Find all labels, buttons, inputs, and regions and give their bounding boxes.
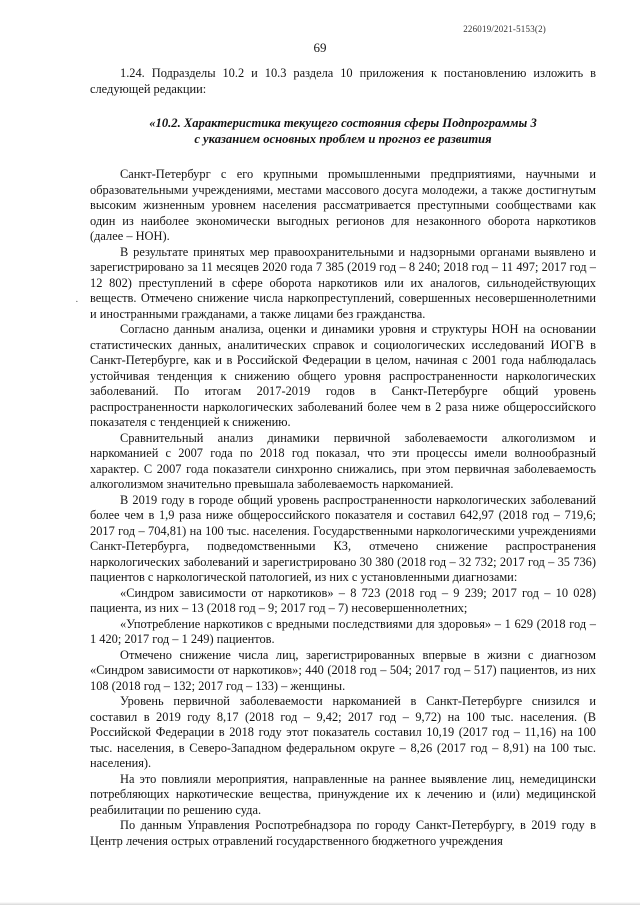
paragraph: Санкт-Петербург с его крупными промышленными предприятиями, научными и образовательными учреждениями, местами массового досуга молодежи, а также достигнутым высоким жизненным уровнем населения рассматривается преступными сообществами как один из наиболее экономически выгодных регионов для незаконного оборота наркотиков (далее – НОН). <box>90 167 596 243</box>
paragraph: «Употребление наркотиков с вредными последствиями для здоровья» – 1 629 (2018 год – 1 420; 2017 год – 1 249) пациентов. <box>90 616 596 646</box>
paragraph: «Синдром зависимости от наркотиков» – 8 723 (2018 год – 9 239; 2017 год – 10 028) пациента, из них – 13 (2018 год – 9; 2017 год – 7) несовершеннолетних; <box>90 585 596 615</box>
paragraph: Сравнительный анализ динамики первичной заболеваемости алкоголизмом и наркоманией с 2007 года по 2018 год показал, что эти процессы имели волнообразный характер. С 2007 года показатели синхронно снижались, при этом первичная заболеваемость алкоголизмом значительно превышала заболеваемость наркоманией. <box>90 430 596 491</box>
margin-mark: · <box>75 296 79 308</box>
paragraph: По данным Управления Роспотребнадзора по городу Санкт-Петербургу, в 2019 году в Центр лечения острых отравлений государственного бюджетного учреждения <box>90 818 596 848</box>
intro-paragraph: 1.24. Подразделы 10.2 и 10.3 раздела 10 приложения к постановлению изложить в следующей редакции: <box>90 66 596 96</box>
section-heading-line-1: «10.2. Характеристика текущего состояния сферы Подпрограммы 3 <box>149 116 537 130</box>
section-heading-line-2: с указанием основных проблем и прогноз ее развития <box>194 132 492 146</box>
paragraph: В результате принятых мер правоохранительными и надзорными органами выявлено и зарегистрировано за 11 месяцев 2020 года 7 385 (2019 год – 8 240; 2018 год – 11 497; 2017 год – 12 802) преступлений в сфере оборота наркотиков или их аналогов, сильнодействующих веществ. Отмечено снижение числа наркопреступлений, совершенных несовершеннолетними и иностранными гражданами, а также лицами без гражданства. <box>90 244 596 321</box>
document-registration-number: 226019/2021-5153(2) <box>463 24 546 34</box>
page-number: 69 <box>313 40 327 55</box>
paragraph: В 2019 году в городе общий уровень распространенности наркологических заболеваний более чем в 1,9 раза ниже общероссийского показателя и составил 642,97 (2018 год – 719,6; 2017 год – 704,81) на 100 тыс. населения. Государственными наркологическими учреждениями Санкт-Петербурга, подведомственными КЗ, отмечено снижение распространения наркологических заболеваний и зарегистрировано 30 380 (2018 год – 32 732; 2017 год – 35 736) пациентов с наркологической патологией, из них с установленными диагнозами: <box>90 492 596 584</box>
paragraph: Согласно данным анализа, оценки и динамики уровня и структуры НОН на основании статистических данных, аналитических справок и социологических исследований ИОГВ в Санкт-Петербурге, как и в Российской Федерации в целом, начиная с 2001 года наблюдалась устойчивая тенденция к снижению общего уровня распространенности наркологических заболеваний. По итогам 2017-2019 годов в Санкт-Петербурге общий уровень распространенности наркологических заболеваний более чем в 2 раза ниже общероссийского показателя с тенденцией к снижению. <box>90 322 596 429</box>
paragraph: Отмечено снижение числа лиц, зарегистрированных впервые в жизни с диагнозом «Синдром зависимости от наркотиков»; 440 (2018 год – 504; 2017 год – 517) пациентов, из них 108 (2018 год – 132; 2017 год – 133) – женщины. <box>90 647 596 693</box>
document-body <box>90 66 596 849</box>
section-heading <box>90 115 596 147</box>
paragraph: Уровень первичной заболеваемости наркоманией в Санкт-Петербурге снизился и составил в 2019 году 8,17 (2018 год – 9,42; 2017 год – 9,72) на 100 тыс. населения. (В Российской Федерации в 2018 году этот показатель составил 10,19 (2017 год – 11,16) на 100 тыс. населения, в Северо-Западном федеральном округе – 8,26 (2017 год – 8,91) на 100 тыс. населения). <box>90 694 596 770</box>
paragraph: На это повлияли мероприятия, направленные на раннее выявление лиц, немедицински потребляющих наркотические вещества, принуждение их к лечению и (или) медицинской реабилитации по решению суда. <box>90 771 596 817</box>
